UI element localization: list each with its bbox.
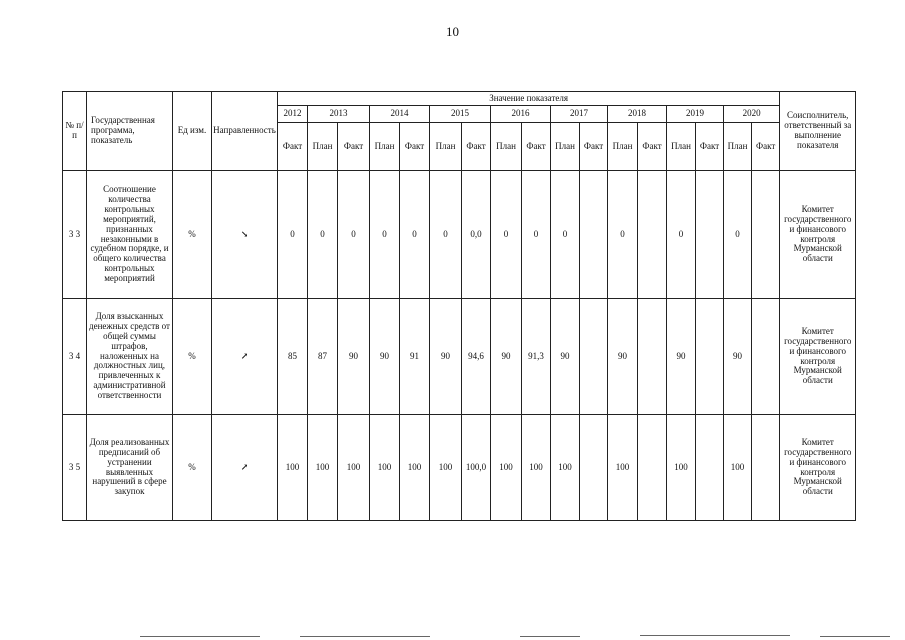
value-cell: 90: [430, 299, 462, 415]
table-row: [63, 415, 856, 521]
subcol-2018-plan: План: [608, 123, 638, 171]
value-cell: [580, 171, 608, 299]
value-cell: 0: [491, 171, 522, 299]
indicator-table: [62, 91, 856, 521]
row-num: 3 4: [63, 299, 87, 415]
header-program: Государственная программа, показатель: [87, 92, 173, 171]
value-cell: 100: [278, 415, 308, 521]
row-indicator-name: Доля реализованных предписаний об устранении выявленных нарушений в сфере закупок: [87, 415, 173, 521]
row-unit: %: [173, 171, 212, 299]
value-cell: [752, 171, 780, 299]
value-cell: 0: [430, 171, 462, 299]
year-2015: 2015: [430, 106, 491, 123]
subcol-2015-fact: Факт: [462, 123, 491, 171]
value-cell: 100: [400, 415, 430, 521]
year-2017: 2017: [551, 106, 608, 123]
value-cell: 100: [608, 415, 638, 521]
value-cell: 100: [338, 415, 370, 521]
value-cell: 100: [667, 415, 696, 521]
value-cell: [638, 171, 667, 299]
year-2020: 2020: [724, 106, 780, 123]
direction-up-icon: ↗: [212, 299, 278, 415]
value-cell: 100: [430, 415, 462, 521]
value-cell: [638, 299, 667, 415]
header-num: № п/п: [63, 92, 87, 171]
subcol-2014-plan: План: [370, 123, 400, 171]
value-cell: 0: [522, 171, 551, 299]
value-cell: 100: [522, 415, 551, 521]
year-2019: 2019: [667, 106, 724, 123]
subcol-2019-fact: Факт: [696, 123, 724, 171]
value-cell: [580, 299, 608, 415]
scan-artifact: [520, 636, 580, 637]
row-indicator-name: Соотношение количества контрольных мероприятий, признанных незаконными в судебном порядке, и общего количества контрольных мероприятий: [87, 171, 173, 299]
row-num: 3 3: [63, 171, 87, 299]
header-unit: Ед изм.: [173, 92, 212, 171]
row-executor: Комитет государственного и финансового контроля Мурманской области: [780, 171, 856, 299]
table-row: [63, 171, 856, 299]
value-cell: [696, 171, 724, 299]
value-cell: 100: [551, 415, 580, 521]
value-cell: 0: [551, 171, 580, 299]
value-cell: 90: [608, 299, 638, 415]
value-cell: [638, 415, 667, 521]
row-executor: Комитет государственного и финансового контроля Мурманской области: [780, 299, 856, 415]
value-cell: 0,0: [462, 171, 491, 299]
value-cell: 85: [278, 299, 308, 415]
value-cell: 100: [491, 415, 522, 521]
subcol-2016-plan: План: [491, 123, 522, 171]
subcol-2014-fact: Факт: [400, 123, 430, 171]
value-cell: 100,0: [462, 415, 491, 521]
subcol-2017-plan: План: [551, 123, 580, 171]
subcol-2015-plan: План: [430, 123, 462, 171]
subcol-2013-fact: Факт: [338, 123, 370, 171]
row-num: 3 5: [63, 415, 87, 521]
value-cell: 100: [308, 415, 338, 521]
value-cell: 87: [308, 299, 338, 415]
year-2013: 2013: [308, 106, 370, 123]
row-unit: %: [173, 415, 212, 521]
year-2012: 2012: [278, 106, 308, 123]
value-cell: 90: [370, 299, 400, 415]
value-cell: 90: [667, 299, 696, 415]
value-cell: 90: [338, 299, 370, 415]
value-cell: 94,6: [462, 299, 491, 415]
value-cell: 100: [724, 415, 752, 521]
value-cell: 0: [308, 171, 338, 299]
subcol-2020-plan: План: [724, 123, 752, 171]
value-cell: 91: [400, 299, 430, 415]
subcol-2016-fact: Факт: [522, 123, 551, 171]
value-cell: [580, 415, 608, 521]
subcol-2019-plan: План: [667, 123, 696, 171]
value-cell: 90: [724, 299, 752, 415]
value-cell: [696, 299, 724, 415]
row-indicator-name: Доля взысканных денежных средств от общей суммы штрафов, наложенных на должностных лиц, привлеченных к административной ответственности: [87, 299, 173, 415]
scan-artifact: [820, 636, 890, 637]
row-executor: Комитет государственного и финансового контроля Мурманской области: [780, 415, 856, 521]
value-cell: 0: [608, 171, 638, 299]
value-cell: 100: [370, 415, 400, 521]
value-cell: [696, 415, 724, 521]
subcol-2018-fact: Факт: [638, 123, 667, 171]
scan-artifact: [140, 636, 260, 637]
direction-down-icon: ↘: [212, 171, 278, 299]
page-number: 10: [446, 24, 459, 39]
value-cell: 0: [370, 171, 400, 299]
value-cell: 0: [667, 171, 696, 299]
table-row: [63, 299, 856, 415]
subcol-2017-fact: Факт: [580, 123, 608, 171]
value-cell: 0: [338, 171, 370, 299]
subcol-2012-fact: Факт: [278, 123, 308, 171]
row-unit: %: [173, 299, 212, 415]
scan-artifact: [640, 635, 790, 636]
year-2014: 2014: [370, 106, 430, 123]
header-row-1: [63, 92, 856, 106]
value-cell: 91,3: [522, 299, 551, 415]
header-value: Значение показателя: [278, 92, 780, 106]
value-cell: 90: [491, 299, 522, 415]
value-cell: [752, 415, 780, 521]
scan-artifact: [300, 636, 430, 637]
header-direction: Направленность: [212, 92, 278, 171]
value-cell: 0: [724, 171, 752, 299]
year-2018: 2018: [608, 106, 667, 123]
header-executor: Соисполнитель, ответственный за выполнение показателя: [780, 92, 856, 171]
subcol-2020-fact: Факт: [752, 123, 780, 171]
direction-up-icon: ↗: [212, 415, 278, 521]
value-cell: 90: [551, 299, 580, 415]
year-2016: 2016: [491, 106, 551, 123]
value-cell: [752, 299, 780, 415]
subcol-2013-plan: План: [308, 123, 338, 171]
value-cell: 0: [278, 171, 308, 299]
value-cell: 0: [400, 171, 430, 299]
